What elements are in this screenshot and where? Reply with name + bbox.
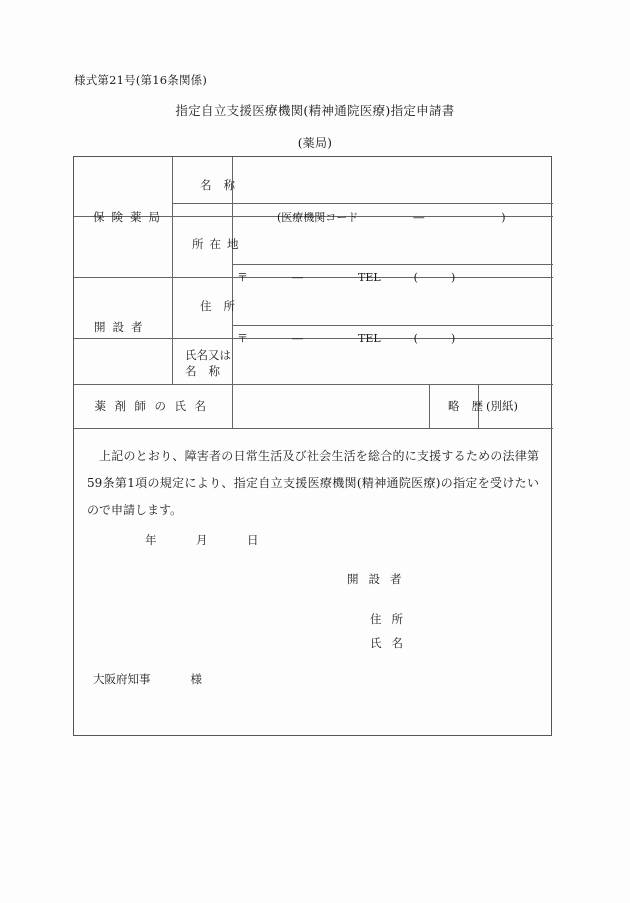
form-number: 様式第21号(第16条関係) — [74, 73, 208, 87]
page-subtitle: (薬局) — [297, 136, 333, 150]
addressee-honorific: 様 — [190, 672, 202, 686]
signature-name-label: 氏名 — [370, 636, 413, 650]
label-pharmacy-name: 名称 — [200, 178, 247, 192]
institution-code-note: (医療機関コード ― ) — [277, 211, 506, 224]
value-pharmacist-history: (別紙) — [486, 399, 518, 413]
founder-contact-line: 〒 ― TEL ( ) — [237, 332, 456, 345]
label-founder-name — [185, 347, 232, 379]
page-title: 指定自立支援医療機関(精神通院医療)指定申請書 — [175, 103, 455, 118]
column-divider-field-label — [232, 157, 233, 428]
label-founder: 開設者 — [94, 320, 150, 334]
date-line: 年 月 日 — [145, 533, 273, 547]
label-pharmacist-name: 薬剤師の氏名 — [94, 399, 215, 413]
writing-rule-founder-contact — [232, 325, 553, 326]
writing-rule-pharmacy-contact — [232, 264, 553, 265]
label-insurance-pharmacy: 保険薬局 — [93, 210, 167, 224]
row-divider-founder-pharmacist — [74, 384, 553, 385]
writing-rule-institution-code — [172, 203, 553, 204]
signature-founder-label: 開設者 — [347, 572, 412, 586]
pharmacy-contact-line: 〒 ― TEL ( ) — [237, 271, 456, 284]
signature-address-label: 住所 — [370, 612, 413, 626]
label-pharmacist-history: 略歴 — [448, 399, 495, 413]
statement-paragraph: 上記のとおり、障害者の日常生活及び社会生活を総合的に支援するための法律第59条第1項の規定により、指定自立支援医療機関(精神通院医療)の指定を受けたいので申請します。 — [87, 449, 539, 517]
column-divider-history-label — [429, 384, 430, 428]
column-divider-group-label — [172, 157, 173, 384]
label-founder-name-line2: 名称 — [185, 364, 232, 378]
addressee-name: 大阪府知事 — [93, 672, 151, 686]
row-divider-pharmacist-statement — [74, 428, 553, 429]
label-pharmacy-address: 所在地 — [192, 237, 245, 251]
addressee — [93, 671, 202, 687]
label-founder-address: 住所 — [200, 299, 247, 313]
label-founder-name-line1: 氏名又は — [185, 348, 231, 362]
